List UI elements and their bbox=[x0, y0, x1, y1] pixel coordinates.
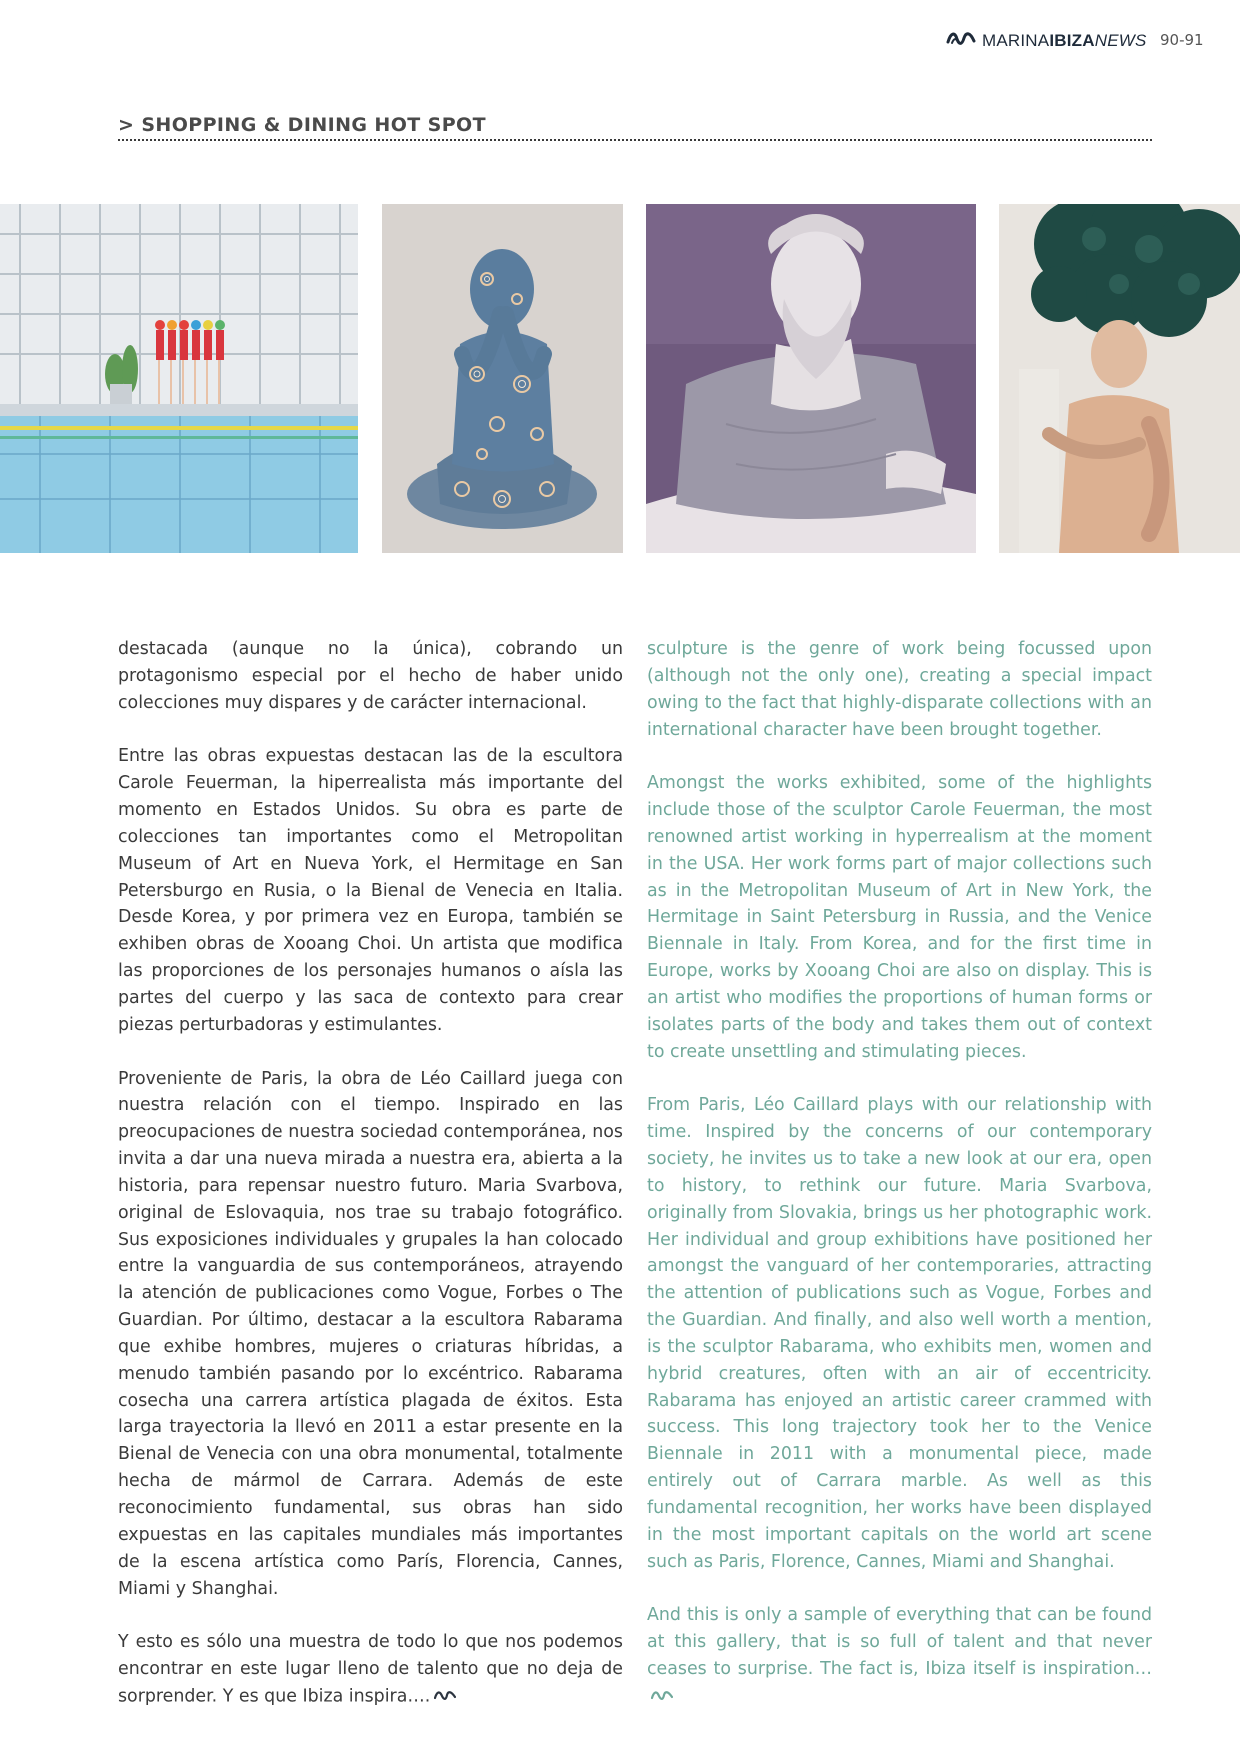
synchronized-swimmers-pool-photo bbox=[0, 204, 358, 553]
brand-header bbox=[946, 30, 1147, 51]
spanish-paragraph-final bbox=[118, 1629, 623, 1710]
wave-end-mark-icon bbox=[651, 1683, 673, 1710]
spanish-closing-text: Y esto es sólo una muestra de todo lo que nos podemos encontrar en este lugar lleno de talento que no deja de sorprender. Y es que Ibiza inspira…. bbox=[118, 1632, 623, 1707]
english-paragraph-final bbox=[647, 1602, 1152, 1710]
english-paragraph: Amongst the works exhibited, some of the highlights include those of the sculptor Carole Feuerman, the most renowned artist working in hyperrealism at the moment in the USA. Her work forms part of major collections such as in the Metropolitan Museum of Art in New York, the Hermitage in Saint Petersburg in Russia, and the Venice Biennale in Italy. From Korea, and for the first time in Europe, works by Xooang Choi are also on display. This is an artist who modifies the proportions of human forms or isolates parts of the body and takes them out of context to create unsettling and stimulating pieces. bbox=[647, 773, 1152, 1062]
english-paragraph: From Paris, Léo Caillard plays with our relationship with time. Inspired by the concerns of our contemporary society, he invites us to take a new look at our era, open to history, to rethink our future. Maria Svarbova, originally from Slovakia, brings us her photographic work. Her individual and group exhibitions have positioned her amongst the vanguard of her contemporaries, attracting the attention of publications such as Vogue, Forbes and the Guardian. And finally, and also well worth a mention, is the sculptor Rabarama, who exhibits men, women and hybrid creatures, often with an air of eccentricity. Rabarama has enjoyed an artistic career crammed with success. This long trajectory took her to the Venice Biennale in 2011 with a monumental piece, made entirely out of Carrara marble. As well as this fundamental recognition, her works have been displayed in the most important capitals on the world art scene such as Paris, Florence, Cannes, Miami and Shanghai. bbox=[647, 1095, 1152, 1572]
wave-end-mark-icon bbox=[434, 1683, 456, 1710]
wave-logo-icon bbox=[946, 30, 976, 51]
english-article-column bbox=[647, 636, 1152, 1737]
brand-name: MARINAIBIZANEWS bbox=[982, 30, 1147, 50]
seated-spiral-pattern-sculpture bbox=[382, 204, 623, 553]
classical-bearded-statue-tshirt bbox=[646, 204, 976, 553]
english-closing-text: And this is only a sample of everything that can be found at this gallery, that is so full of talent and that never ceases to surprise. The fact is, Ibiza itself is inspiration… bbox=[647, 1605, 1152, 1680]
spanish-paragraph: destacada (aunque no la única), cobrando un protagonismo especial por el hecho de haber unido colecciones muy dispares y de carácter internacional. bbox=[118, 639, 623, 713]
spanish-paragraph: Entre las obras expuestas destacan las de la escultora Carole Feuerman, la hiperrealista más importante del momento en Estados Unidos. Su obra es parte de colecciones tan importantes como el Metropolitan Museum of Art en Nueva York, el Hermitage en San Petersburgo en Rusia, o la Bienal de Venecia en Italia. Desde Korea, y por primera vez en Europa, también se exhiben obras de Xooang Choi. Un artista que modifica las proporciones de los personajes humanos o aísla las partes del cuerpo y las saca de contexto para crear piezas perturbadoras y estimulantes. bbox=[118, 746, 623, 1035]
spanish-article-column bbox=[118, 636, 623, 1737]
section-title: > SHOPPING & DINING HOT SPOT bbox=[118, 114, 1152, 141]
figure-with-foliage-headpiece bbox=[999, 204, 1240, 553]
page-numbers: 90-91 bbox=[1160, 31, 1204, 49]
english-paragraph: sculpture is the genre of work being focussed upon (although not the only one), creating a special impact owing to the fact that highly-disparate collections with an international character have been brought together. bbox=[647, 639, 1152, 740]
spanish-paragraph: Proveniente de Paris, la obra de Léo Caillard juega con nuestra relación con el tiempo. Inspirado en las preocupaciones de nuestra sociedad contemporánea, nos invita a dar una nueva mirada a nuestra era, abierta a la historia, para repensar nuestro futuro. Maria Svarbova, original de Eslovaquia, nos trae su trabajo fotográfico. Sus exposiciones individuales y grupales la han colocado entre la vanguardia de sus contemporáneos, atrayendo la atención de publicaciones como Vogue, Forbes o The Guardian. Por último, destacar a la escultora Rabarama que exhibe hombres, mujeres o criaturas híbridas, a menudo también pasando por lo excéntrico. Rabarama cosecha una carrera artística plagada de éxitos. Esta larga trayectoria la llevó en 2011 a estar presente en la Bienal de Venecia con una obra monumental, totalmente hecha de mármol de Carrara. Además de este reconocimiento fundamental, sus obras han sido expuestas en las capitales mundiales más importantes de la escena artística como París, Florencia, Cannes, Miami y Shanghai. bbox=[118, 1068, 623, 1599]
